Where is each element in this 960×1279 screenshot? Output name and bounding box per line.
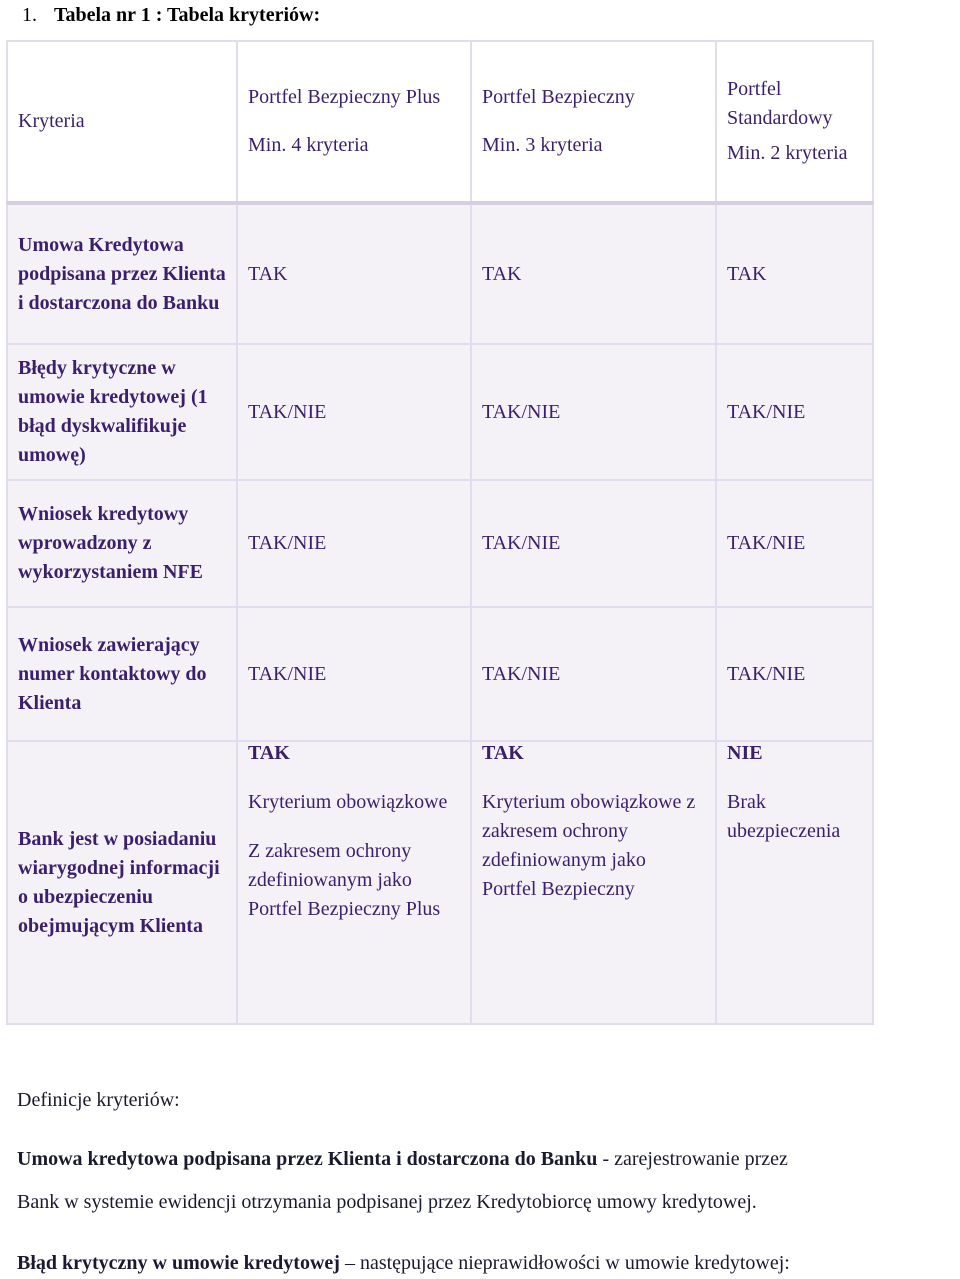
definitions-title: Definicje kryteriów: bbox=[17, 1089, 180, 1111]
row-value: TAK/NIE bbox=[716, 480, 873, 607]
bank-col2-mark: TAK bbox=[482, 742, 524, 764]
bank-col3-desc: Brak ubezpieczenia bbox=[727, 791, 841, 842]
header-col1-name: Portfel Bezpieczny Plus bbox=[248, 86, 441, 108]
table-row bbox=[7, 344, 873, 480]
row-value: TAK/NIE bbox=[471, 480, 716, 607]
definition-1-term: Umowa kredytowa podpisana przez Klienta i dostarczona do Banku bbox=[17, 1148, 598, 1170]
header-col3 bbox=[716, 41, 873, 203]
bank-col2-desc: Kryterium obowiązkowe z zakresem ochrony zdefiniowanym jako Portfel Bezpieczny bbox=[482, 791, 696, 900]
row-value: TAK/NIE bbox=[716, 607, 873, 741]
bank-col1-scope: Z zakresem ochrony zdefiniowanym jako Portfel Bezpieczny Plus bbox=[248, 840, 441, 920]
row-label: Wniosek kredytowy wprowadzony z wykorzystaniem NFE bbox=[7, 480, 237, 607]
header-col1-min: Min. 4 kryteria bbox=[248, 134, 369, 156]
row-value: TAK/NIE bbox=[716, 344, 873, 480]
header-col3-min: Min. 2 kryteria bbox=[727, 142, 848, 164]
table-row bbox=[7, 607, 873, 741]
definition-2-term: Błąd krytyczny w umowie kredytowej bbox=[17, 1252, 340, 1274]
header-col2-min: Min. 3 kryteria bbox=[482, 134, 603, 156]
row-value: TAK/NIE bbox=[237, 480, 471, 607]
bank-col3 bbox=[716, 741, 873, 1024]
header-col2 bbox=[471, 41, 716, 203]
row-value: TAK bbox=[237, 203, 471, 344]
header-col1 bbox=[237, 41, 471, 203]
row-value: TAK/NIE bbox=[471, 607, 716, 741]
bank-col1 bbox=[237, 741, 471, 1024]
row-label: Wniosek zawierający numer kontaktowy do Klienta bbox=[7, 607, 237, 741]
bank-col2 bbox=[471, 741, 716, 1024]
row-value: TAK/NIE bbox=[471, 344, 716, 480]
section-heading bbox=[0, 0, 960, 30]
table-row bbox=[7, 480, 873, 607]
table-row bbox=[7, 203, 873, 344]
section-number: 1. bbox=[22, 4, 37, 26]
row-value: TAK bbox=[716, 203, 873, 344]
criteria-table bbox=[6, 40, 874, 1025]
definition-1-continued: Bank w systemie ewidencji otrzymania podpisanej przez Kredytobiorcę umowy kredytowej. bbox=[17, 1191, 757, 1213]
row-value: TAK/NIE bbox=[237, 607, 471, 741]
row-value: TAK/NIE bbox=[237, 344, 471, 480]
section-title: Tabela nr 1 : Tabela kryteriów: bbox=[54, 4, 321, 26]
header-criteria: Kryteria bbox=[7, 41, 237, 203]
bank-col1-mark: TAK bbox=[248, 742, 290, 764]
definition-1 bbox=[17, 1145, 960, 1174]
header-col3-name: Portfel Standardowy bbox=[727, 78, 833, 129]
bank-col1-required: Kryterium obowiązkowe bbox=[248, 791, 448, 813]
definition-2 bbox=[17, 1249, 790, 1278]
bank-col3-mark: NIE bbox=[727, 742, 763, 764]
header-col2-name: Portfel Bezpieczny bbox=[482, 86, 635, 108]
row-label: Bank jest w posiadaniu wiarygodnej informacji o ubezpieczeniu obejmującym Klienta bbox=[7, 741, 237, 1024]
row-value: TAK bbox=[471, 203, 716, 344]
table-row-bank bbox=[7, 741, 873, 1024]
row-label: Umowa Kredytowa podpisana przez Klienta i dostarczona do Banku bbox=[7, 203, 237, 344]
row-label: Błędy krytyczne w umowie kredytowej (1 błąd dyskwalifikuje umowę) bbox=[7, 344, 237, 480]
definition-2-text: – następujące nieprawidłowości w umowie kredytowej: bbox=[339, 1252, 790, 1274]
table-header-row bbox=[7, 41, 873, 203]
definition-1-text-a: - zarejestrowanie przez bbox=[597, 1148, 788, 1170]
